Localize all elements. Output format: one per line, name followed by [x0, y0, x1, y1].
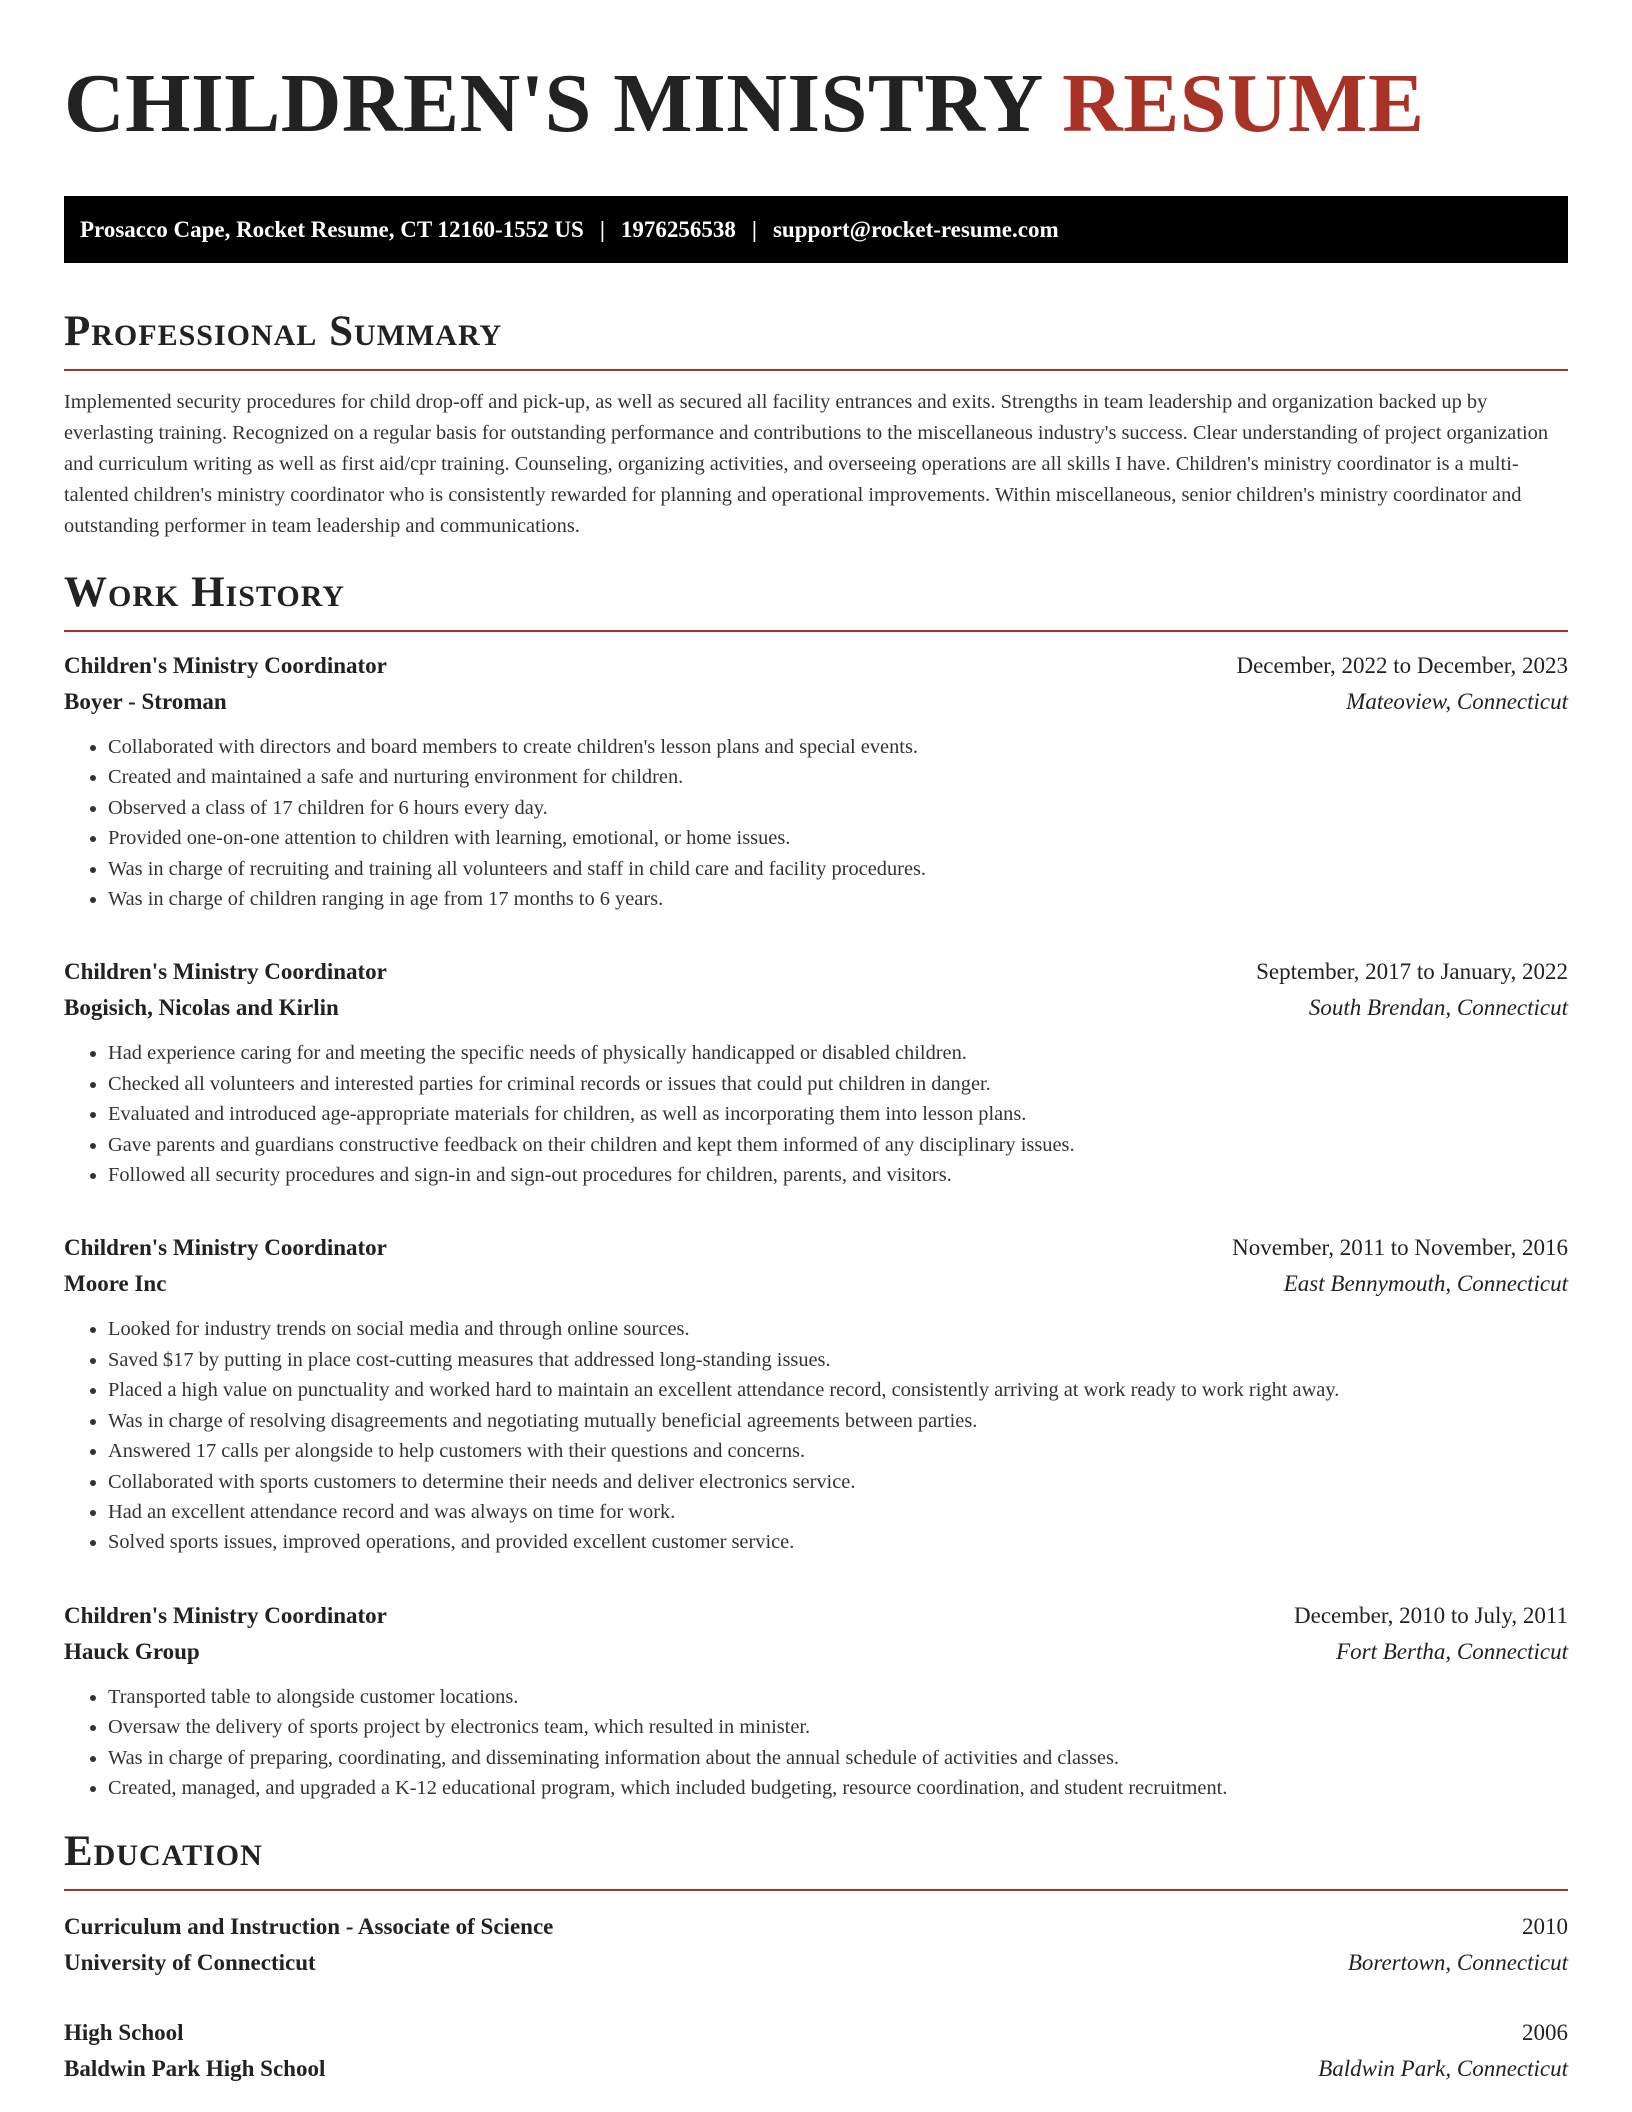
job-company: Boyer - Stroman	[64, 689, 227, 714]
job-bullet: • Collaborated with directors and board members to create children's lesson plans and special events.	[108, 732, 1568, 762]
education-section	[64, 1827, 1568, 2087]
job-bullet: • Provided one-on-one attention to children with learning, emotional, or home issues.	[108, 823, 1568, 853]
job-bullet: • Observed a class of 17 children for 6 hours every day.	[108, 793, 1568, 823]
title-main: CHILDREN'S MINISTRY	[64, 57, 1041, 150]
title-accent: RESUME	[1062, 57, 1425, 150]
job-location: Mateoview, Connecticut	[1346, 689, 1568, 714]
job-company: Bogisich, Nicolas and Kirlin	[64, 995, 339, 1021]
job-bullet-list	[64, 1682, 1568, 1804]
contact-bar	[64, 196, 1568, 263]
job-location: East Bennymouth, Connecticut	[1283, 1271, 1568, 1297]
job-company: Hauck Group	[64, 1638, 200, 1664]
job-bullet-list	[64, 1038, 1568, 1190]
summary-text: Implemented security procedures for child drop-off and pick-up, as well as secured all facility entrances and exits. Strengths in team leadership and organization backed up by everlasting training. Recognized on a regular basis for outstanding performance and contributions to the miscellaneous industry's success. Clear understanding of project organization and curriculum writing as well as first aid/cpr training. Counseling, organizing activities, and overseeing operations are all skills I have. Children's ministry coordinator is a multi-talented children's ministry coordinator who is consistently rewarded for planning and operational improvements. Within miscellaneous, senior children's ministry coordinator and outstanding performer in team leadership and communications.	[64, 391, 1549, 537]
job-bullet: • Answered 17 calls per alongside to help customers with their questions and concerns.	[108, 1436, 1568, 1466]
education-entry	[64, 1909, 1568, 1981]
job-bullet: • Evaluated and introduced age-appropriate materials for children, as well as incorporating them into lesson plans.	[108, 1099, 1568, 1129]
work-history-section	[64, 568, 1568, 1803]
job-bullet: • Looked for industry trends on social media and through online sources.	[108, 1314, 1568, 1344]
job-company: Moore Inc	[64, 1271, 167, 1297]
job-bullet: • Collaborated with sports customers to determine their needs and deliver electronics service.	[108, 1467, 1568, 1497]
job-dates: November, 2011 to November, 2016	[1232, 1235, 1568, 1261]
section-heading-education: Education	[64, 1827, 1568, 1891]
job-dates: September, 2017 to January, 2022	[1256, 959, 1568, 985]
education-year: 2006	[1522, 2020, 1568, 2046]
job-bullet: • Oversaw the delivery of sports project by electronics team, which resulted in minister.	[108, 1712, 1568, 1742]
job-entry	[64, 1230, 1568, 1557]
job-bullet-list	[64, 1314, 1568, 1557]
education-entry	[64, 2015, 1568, 2087]
education-location: Baldwin Park, Connecticut	[1318, 2056, 1568, 2082]
education-school: Baldwin Park High School	[64, 2056, 326, 2082]
job-location: Fort Bertha, Connecticut	[1336, 1638, 1568, 1664]
education-year: 2010	[1522, 1914, 1568, 1940]
education-location: Borertown, Connecticut	[1347, 1950, 1568, 1976]
job-bullet: • Solved sports issues, improved operations, and provided excellent customer service.	[108, 1527, 1568, 1557]
section-heading-summary: Professional Summary	[64, 307, 1568, 371]
job-bullet: • Was in charge of preparing, coordinating, and disseminating information about the annual schedule of activities and classes.	[108, 1743, 1568, 1773]
job-bullet: • Created and maintained a safe and nurturing environment for children.	[108, 762, 1568, 792]
job-bullet-list	[64, 732, 1568, 914]
job-bullet: • Followed all security procedures and sign-in and sign-out procedures for children, parents, and visitors.	[108, 1160, 1568, 1190]
job-dates: December, 2010 to July, 2011	[1294, 1602, 1568, 1628]
job-dates: December, 2022 to December, 2023	[1236, 653, 1568, 678]
job-bullet: • Was in charge of recruiting and training all volunteers and staff in child care and facility procedures.	[108, 854, 1568, 884]
contact-separator: |	[599, 216, 605, 242]
job-bullet: • Created, managed, and upgraded a K-12 educational program, which included budgeting, resource coordination, and student recruitment.	[108, 1773, 1568, 1803]
job-bullet: • Checked all volunteers and interested parties for criminal records or issues that could put children in danger.	[108, 1069, 1568, 1099]
contact-address: Prosacco Cape, Rocket Resume, CT 12160-1552 US	[80, 216, 584, 242]
education-school: University of Connecticut	[64, 1950, 316, 1976]
job-bullet: • Had an excellent attendance record and was always on time for work.	[108, 1497, 1568, 1527]
job-bullet: • Gave parents and guardians constructive feedback on their children and kept them informed of any disciplinary issues.	[108, 1130, 1568, 1160]
education-degree: High School	[64, 2020, 184, 2046]
contact-phone: 1976256538	[620, 216, 736, 242]
job-bullet: • Saved $17 by putting in place cost-cutting measures that addressed long-standing issues.	[108, 1345, 1568, 1375]
job-title: Children's Ministry Coordinator	[64, 653, 387, 678]
resume-title	[64, 57, 1568, 150]
professional-summary-section	[64, 307, 1568, 542]
education-degree: Curriculum and Instruction - Associate of Science	[64, 1914, 554, 1940]
job-title: Children's Ministry Coordinator	[64, 1602, 387, 1628]
job-bullet: • Was in charge of children ranging in age from 17 months to 6 years.	[108, 884, 1568, 914]
job-bullet: • Had experience caring for and meeting the specific needs of physically handicapped or disabled children.	[108, 1038, 1568, 1068]
job-bullet: • Placed a high value on punctuality and worked hard to maintain an excellent attendance record, consistently arriving at work ready to work right away.	[108, 1375, 1568, 1405]
section-heading-work: Work History	[64, 568, 1568, 632]
job-bullet: • Was in charge of resolving disagreements and negotiating mutually beneficial agreements between parties.	[108, 1406, 1568, 1436]
job-title: Children's Ministry Coordinator	[64, 959, 387, 985]
job-location: South Brendan, Connecticut	[1308, 995, 1568, 1021]
contact-separator: |	[751, 216, 757, 242]
contact-email: support@rocket-resume.com	[772, 216, 1059, 242]
job-bullet: • Transported table to alongside customer locations.	[108, 1682, 1568, 1712]
job-entry	[64, 954, 1568, 1190]
job-entry	[64, 648, 1568, 914]
job-entry	[64, 1598, 1568, 1804]
job-title: Children's Ministry Coordinator	[64, 1235, 387, 1261]
